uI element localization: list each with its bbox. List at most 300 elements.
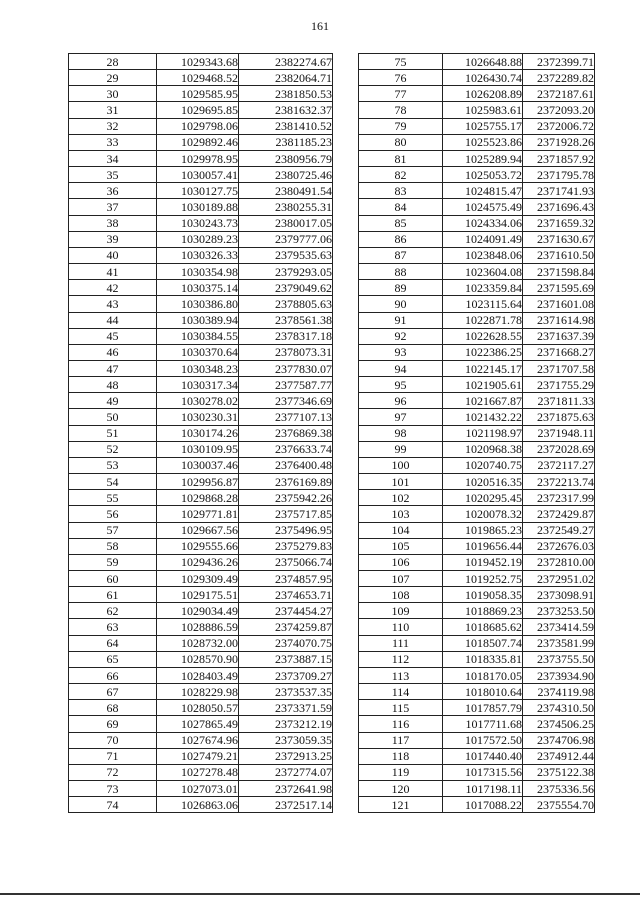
y-coordinate-cell: 2374454.27 — [239, 603, 333, 619]
point-number-cell: 68 — [69, 700, 157, 716]
table-row — [69, 587, 333, 603]
table-row — [359, 231, 595, 247]
x-coordinate-cell: 1023848.06 — [443, 247, 523, 263]
y-coordinate-cell: 2381185.23 — [239, 134, 333, 150]
table-row — [359, 684, 595, 700]
point-number-cell: 115 — [359, 700, 443, 716]
table-row — [359, 360, 595, 376]
x-coordinate-cell: 1018685.62 — [443, 619, 523, 635]
point-number-cell: 78 — [359, 102, 443, 118]
y-coordinate-cell: 2372093.20 — [523, 102, 595, 118]
x-coordinate-cell: 1020516.35 — [443, 474, 523, 490]
table-row — [69, 183, 333, 199]
x-coordinate-cell: 1023359.84 — [443, 280, 523, 296]
y-coordinate-cell: 2380491.54 — [239, 183, 333, 199]
table-row — [359, 118, 595, 134]
x-coordinate-cell: 1029798.06 — [157, 118, 239, 134]
y-coordinate-cell: 2372774.07 — [239, 764, 333, 780]
point-number-cell: 56 — [69, 506, 157, 522]
table-row — [69, 409, 333, 425]
x-coordinate-cell: 1027479.21 — [157, 748, 239, 764]
x-coordinate-cell: 1021198.97 — [443, 425, 523, 441]
point-number-cell: 33 — [69, 134, 157, 150]
y-coordinate-cell: 2373253.50 — [523, 603, 595, 619]
table-row — [69, 667, 333, 683]
table-row — [359, 571, 595, 587]
table-row — [359, 554, 595, 570]
y-coordinate-cell: 2371811.33 — [523, 393, 595, 409]
x-coordinate-cell: 1025983.61 — [443, 102, 523, 118]
y-coordinate-cell: 2374653.71 — [239, 587, 333, 603]
point-number-cell: 75 — [359, 54, 443, 70]
table-row — [359, 490, 595, 506]
point-number-cell: 117 — [359, 732, 443, 748]
x-coordinate-cell: 1030386.80 — [157, 296, 239, 312]
point-number-cell: 47 — [69, 360, 157, 376]
point-number-cell: 116 — [359, 716, 443, 732]
table-row — [69, 538, 333, 554]
table-row — [69, 684, 333, 700]
y-coordinate-cell: 2374070.75 — [239, 635, 333, 651]
x-coordinate-cell: 1029695.85 — [157, 102, 239, 118]
x-coordinate-cell: 1029868.28 — [157, 490, 239, 506]
x-coordinate-cell: 1026863.06 — [157, 797, 239, 813]
y-coordinate-cell: 2372117.27 — [523, 457, 595, 473]
point-number-cell: 82 — [359, 167, 443, 183]
y-coordinate-cell: 2372187.61 — [523, 86, 595, 102]
x-coordinate-cell: 1028050.57 — [157, 700, 239, 716]
x-coordinate-cell: 1017198.11 — [443, 781, 523, 797]
y-coordinate-cell: 2381410.52 — [239, 118, 333, 134]
table-row — [69, 764, 333, 780]
x-coordinate-cell: 1022628.55 — [443, 328, 523, 344]
y-coordinate-cell: 2371741.93 — [523, 183, 595, 199]
table-row — [69, 344, 333, 360]
table-row — [69, 167, 333, 183]
table-row — [69, 54, 333, 70]
table-row — [69, 651, 333, 667]
point-number-cell: 29 — [69, 70, 157, 86]
table-row — [359, 619, 595, 635]
x-coordinate-cell: 1018170.05 — [443, 667, 523, 683]
x-coordinate-cell: 1020295.45 — [443, 490, 523, 506]
y-coordinate-cell: 2373887.15 — [239, 651, 333, 667]
point-number-cell: 73 — [69, 781, 157, 797]
table-row — [69, 619, 333, 635]
x-coordinate-cell: 1020968.38 — [443, 441, 523, 457]
x-coordinate-cell: 1025523.86 — [443, 134, 523, 150]
table-row — [359, 328, 595, 344]
point-number-cell: 107 — [359, 571, 443, 587]
x-coordinate-cell: 1029034.49 — [157, 603, 239, 619]
y-coordinate-cell: 2371857.92 — [523, 150, 595, 166]
y-coordinate-cell: 2374912.44 — [523, 748, 595, 764]
point-number-cell: 80 — [359, 134, 443, 150]
point-number-cell: 59 — [69, 554, 157, 570]
y-coordinate-cell: 2374506.25 — [523, 716, 595, 732]
y-coordinate-cell: 2376633.74 — [239, 441, 333, 457]
point-number-cell: 65 — [69, 651, 157, 667]
y-coordinate-cell: 2374310.50 — [523, 700, 595, 716]
x-coordinate-cell: 1027674.96 — [157, 732, 239, 748]
y-coordinate-cell: 2371928.26 — [523, 134, 595, 150]
point-number-cell: 99 — [359, 441, 443, 457]
y-coordinate-cell: 2371948.11 — [523, 425, 595, 441]
table-row — [359, 247, 595, 263]
x-coordinate-cell: 1021905.61 — [443, 377, 523, 393]
x-coordinate-cell: 1027073.01 — [157, 781, 239, 797]
x-coordinate-cell: 1028732.00 — [157, 635, 239, 651]
table-row — [69, 732, 333, 748]
point-number-cell: 62 — [69, 603, 157, 619]
point-number-cell: 54 — [69, 474, 157, 490]
y-coordinate-cell: 2376869.38 — [239, 425, 333, 441]
point-number-cell: 94 — [359, 360, 443, 376]
point-number-cell: 98 — [359, 425, 443, 441]
point-number-cell: 100 — [359, 457, 443, 473]
x-coordinate-cell: 1017572.50 — [443, 732, 523, 748]
x-coordinate-cell: 1030278.02 — [157, 393, 239, 409]
y-coordinate-cell: 2373934.90 — [523, 667, 595, 683]
x-coordinate-cell: 1024815.47 — [443, 183, 523, 199]
point-number-cell: 60 — [69, 571, 157, 587]
table-row — [359, 667, 595, 683]
x-coordinate-cell: 1030243.73 — [157, 215, 239, 231]
table-row — [359, 296, 595, 312]
point-number-cell: 77 — [359, 86, 443, 102]
x-coordinate-cell: 1021432.22 — [443, 409, 523, 425]
point-number-cell: 81 — [359, 150, 443, 166]
y-coordinate-cell: 2373537.35 — [239, 684, 333, 700]
point-number-cell: 37 — [69, 199, 157, 215]
y-coordinate-cell: 2371610.50 — [523, 247, 595, 263]
y-coordinate-cell: 2375336.56 — [523, 781, 595, 797]
point-number-cell: 39 — [69, 231, 157, 247]
table-row — [359, 134, 595, 150]
x-coordinate-cell: 1029555.66 — [157, 538, 239, 554]
y-coordinate-cell: 2374857.95 — [239, 571, 333, 587]
point-number-cell: 89 — [359, 280, 443, 296]
point-number-cell: 91 — [359, 312, 443, 328]
point-number-cell: 111 — [359, 635, 443, 651]
x-coordinate-cell: 1030037.46 — [157, 457, 239, 473]
bottom-rule — [0, 893, 640, 895]
y-coordinate-cell: 2375122.38 — [523, 764, 595, 780]
y-coordinate-cell: 2379293.05 — [239, 264, 333, 280]
y-coordinate-cell: 2381632.37 — [239, 102, 333, 118]
y-coordinate-cell: 2372429.87 — [523, 506, 595, 522]
point-number-cell: 105 — [359, 538, 443, 554]
y-coordinate-cell: 2371598.84 — [523, 264, 595, 280]
table-row — [69, 571, 333, 587]
x-coordinate-cell: 1024091.49 — [443, 231, 523, 247]
table-row — [359, 635, 595, 651]
y-coordinate-cell: 2371707.58 — [523, 360, 595, 376]
y-coordinate-cell: 2375496.95 — [239, 522, 333, 538]
y-coordinate-cell: 2380255.31 — [239, 199, 333, 215]
point-number-cell: 79 — [359, 118, 443, 134]
y-coordinate-cell: 2373414.59 — [523, 619, 595, 635]
table-row — [69, 199, 333, 215]
point-number-cell: 85 — [359, 215, 443, 231]
table-row — [359, 522, 595, 538]
point-number-cell: 71 — [69, 748, 157, 764]
y-coordinate-cell: 2380956.79 — [239, 150, 333, 166]
x-coordinate-cell: 1030189.88 — [157, 199, 239, 215]
x-coordinate-cell: 1019252.75 — [443, 571, 523, 587]
x-coordinate-cell: 1030384.55 — [157, 328, 239, 344]
y-coordinate-cell: 2382274.67 — [239, 54, 333, 70]
x-coordinate-cell: 1030326.33 — [157, 247, 239, 263]
x-coordinate-cell: 1029771.81 — [157, 506, 239, 522]
x-coordinate-cell: 1030348.23 — [157, 360, 239, 376]
point-number-cell: 86 — [359, 231, 443, 247]
point-number-cell: 38 — [69, 215, 157, 231]
x-coordinate-cell: 1023604.08 — [443, 264, 523, 280]
y-coordinate-cell: 2375554.70 — [523, 797, 595, 813]
table-row — [359, 183, 595, 199]
y-coordinate-cell: 2371601.08 — [523, 296, 595, 312]
table-row — [69, 490, 333, 506]
point-number-cell: 53 — [69, 457, 157, 473]
point-number-cell: 74 — [69, 797, 157, 813]
y-coordinate-cell: 2378317.18 — [239, 328, 333, 344]
y-coordinate-cell: 2372028.69 — [523, 441, 595, 457]
x-coordinate-cell: 1025755.17 — [443, 118, 523, 134]
y-coordinate-cell: 2371595.69 — [523, 280, 595, 296]
point-number-cell: 87 — [359, 247, 443, 263]
point-number-cell: 102 — [359, 490, 443, 506]
table-row — [359, 781, 595, 797]
y-coordinate-cell: 2372006.72 — [523, 118, 595, 134]
y-coordinate-cell: 2371875.63 — [523, 409, 595, 425]
y-coordinate-cell: 2371659.32 — [523, 215, 595, 231]
y-coordinate-cell: 2372810.00 — [523, 554, 595, 570]
point-number-cell: 104 — [359, 522, 443, 538]
x-coordinate-cell: 1030057.41 — [157, 167, 239, 183]
point-number-cell: 30 — [69, 86, 157, 102]
point-number-cell: 110 — [359, 619, 443, 635]
point-number-cell: 106 — [359, 554, 443, 570]
table-row — [69, 296, 333, 312]
table-row — [359, 344, 595, 360]
table-row — [359, 457, 595, 473]
table-row — [359, 393, 595, 409]
x-coordinate-cell: 1022386.25 — [443, 344, 523, 360]
x-coordinate-cell: 1029468.52 — [157, 70, 239, 86]
y-coordinate-cell: 2378805.63 — [239, 296, 333, 312]
table-row — [69, 554, 333, 570]
table-row — [69, 377, 333, 393]
point-number-cell: 93 — [359, 344, 443, 360]
table-row — [359, 764, 595, 780]
point-number-cell: 112 — [359, 651, 443, 667]
y-coordinate-cell: 2374706.98 — [523, 732, 595, 748]
point-number-cell: 66 — [69, 667, 157, 683]
x-coordinate-cell: 1018869.23 — [443, 603, 523, 619]
y-coordinate-cell: 2372549.27 — [523, 522, 595, 538]
y-coordinate-cell: 2371755.29 — [523, 377, 595, 393]
table-row — [359, 102, 595, 118]
table-row — [359, 603, 595, 619]
y-coordinate-cell: 2379049.62 — [239, 280, 333, 296]
y-coordinate-cell: 2378561.38 — [239, 312, 333, 328]
y-coordinate-cell: 2375942.26 — [239, 490, 333, 506]
y-coordinate-cell: 2381850.53 — [239, 86, 333, 102]
point-number-cell: 69 — [69, 716, 157, 732]
point-number-cell: 95 — [359, 377, 443, 393]
y-coordinate-cell: 2371637.39 — [523, 328, 595, 344]
y-coordinate-cell: 2380017.05 — [239, 215, 333, 231]
point-number-cell: 40 — [69, 247, 157, 263]
table-row — [69, 474, 333, 490]
table-row — [359, 425, 595, 441]
point-number-cell: 121 — [359, 797, 443, 813]
y-coordinate-cell: 2372517.14 — [239, 797, 333, 813]
point-number-cell: 61 — [69, 587, 157, 603]
table-row — [69, 457, 333, 473]
table-row — [69, 781, 333, 797]
table-row — [69, 247, 333, 263]
y-coordinate-cell: 2377346.69 — [239, 393, 333, 409]
x-coordinate-cell: 1029585.95 — [157, 86, 239, 102]
x-coordinate-cell: 1030370.64 — [157, 344, 239, 360]
x-coordinate-cell: 1027278.48 — [157, 764, 239, 780]
y-coordinate-cell: 2376400.48 — [239, 457, 333, 473]
y-coordinate-cell: 2377587.77 — [239, 377, 333, 393]
x-coordinate-cell: 1026430.74 — [443, 70, 523, 86]
table-row — [359, 150, 595, 166]
x-coordinate-cell: 1029309.49 — [157, 571, 239, 587]
table-row — [69, 264, 333, 280]
point-number-cell: 120 — [359, 781, 443, 797]
x-coordinate-cell: 1022145.17 — [443, 360, 523, 376]
point-number-cell: 114 — [359, 684, 443, 700]
point-number-cell: 109 — [359, 603, 443, 619]
x-coordinate-cell: 1017088.22 — [443, 797, 523, 813]
table-row — [69, 312, 333, 328]
point-number-cell: 49 — [69, 393, 157, 409]
coordinates-table-right — [358, 53, 595, 813]
point-number-cell: 97 — [359, 409, 443, 425]
x-coordinate-cell: 1027865.49 — [157, 716, 239, 732]
table-row — [69, 748, 333, 764]
y-coordinate-cell: 2372951.02 — [523, 571, 595, 587]
table-row — [69, 102, 333, 118]
y-coordinate-cell: 2382064.71 — [239, 70, 333, 86]
point-number-cell: 43 — [69, 296, 157, 312]
table-row — [359, 748, 595, 764]
y-coordinate-cell: 2375717.85 — [239, 506, 333, 522]
point-number-cell: 35 — [69, 167, 157, 183]
point-number-cell: 45 — [69, 328, 157, 344]
y-coordinate-cell: 2373098.91 — [523, 587, 595, 603]
table-row — [69, 328, 333, 344]
point-number-cell: 28 — [69, 54, 157, 70]
table-row — [359, 312, 595, 328]
point-number-cell: 55 — [69, 490, 157, 506]
table-row — [359, 280, 595, 296]
table-body — [69, 54, 333, 813]
y-coordinate-cell: 2375279.83 — [239, 538, 333, 554]
point-number-cell: 44 — [69, 312, 157, 328]
x-coordinate-cell: 1030375.14 — [157, 280, 239, 296]
table-row — [69, 441, 333, 457]
x-coordinate-cell: 1026208.89 — [443, 86, 523, 102]
y-coordinate-cell: 2372399.71 — [523, 54, 595, 70]
x-coordinate-cell: 1017440.40 — [443, 748, 523, 764]
x-coordinate-cell: 1018335.81 — [443, 651, 523, 667]
y-coordinate-cell: 2373709.27 — [239, 667, 333, 683]
x-coordinate-cell: 1029175.51 — [157, 587, 239, 603]
point-number-cell: 76 — [359, 70, 443, 86]
y-coordinate-cell: 2377107.13 — [239, 409, 333, 425]
x-coordinate-cell: 1020078.32 — [443, 506, 523, 522]
point-number-cell: 58 — [69, 538, 157, 554]
y-coordinate-cell: 2373059.35 — [239, 732, 333, 748]
x-coordinate-cell: 1022871.78 — [443, 312, 523, 328]
table-row — [69, 425, 333, 441]
x-coordinate-cell: 1030389.94 — [157, 312, 239, 328]
y-coordinate-cell: 2372213.74 — [523, 474, 595, 490]
table-row — [69, 215, 333, 231]
x-coordinate-cell: 1028229.98 — [157, 684, 239, 700]
point-number-cell: 67 — [69, 684, 157, 700]
x-coordinate-cell: 1030174.26 — [157, 425, 239, 441]
table-row — [69, 506, 333, 522]
x-coordinate-cell: 1029436.26 — [157, 554, 239, 570]
x-coordinate-cell: 1019058.35 — [443, 587, 523, 603]
point-number-cell: 63 — [69, 619, 157, 635]
table-row — [359, 474, 595, 490]
y-coordinate-cell: 2372289.82 — [523, 70, 595, 86]
table-row — [69, 118, 333, 134]
x-coordinate-cell: 1018010.64 — [443, 684, 523, 700]
x-coordinate-cell: 1023115.64 — [443, 296, 523, 312]
table-row — [69, 231, 333, 247]
point-number-cell: 42 — [69, 280, 157, 296]
table-row — [359, 651, 595, 667]
y-coordinate-cell: 2379777.06 — [239, 231, 333, 247]
y-coordinate-cell: 2379535.63 — [239, 247, 333, 263]
x-coordinate-cell: 1029978.95 — [157, 150, 239, 166]
point-number-cell: 96 — [359, 393, 443, 409]
y-coordinate-cell: 2372641.98 — [239, 781, 333, 797]
x-coordinate-cell: 1028886.59 — [157, 619, 239, 635]
table-row — [69, 797, 333, 813]
table-row — [359, 199, 595, 215]
x-coordinate-cell: 1029892.46 — [157, 134, 239, 150]
table-row — [69, 603, 333, 619]
table-row — [69, 522, 333, 538]
y-coordinate-cell: 2373581.99 — [523, 635, 595, 651]
point-number-cell: 72 — [69, 764, 157, 780]
x-coordinate-cell: 1018507.74 — [443, 635, 523, 651]
y-coordinate-cell: 2376169.89 — [239, 474, 333, 490]
y-coordinate-cell: 2372676.03 — [523, 538, 595, 554]
point-number-cell: 90 — [359, 296, 443, 312]
point-number-cell: 88 — [359, 264, 443, 280]
table-row — [359, 409, 595, 425]
point-number-cell: 108 — [359, 587, 443, 603]
point-number-cell: 103 — [359, 506, 443, 522]
y-coordinate-cell: 2371614.98 — [523, 312, 595, 328]
table-row — [69, 360, 333, 376]
point-number-cell: 92 — [359, 328, 443, 344]
y-coordinate-cell: 2373212.19 — [239, 716, 333, 732]
x-coordinate-cell: 1030289.23 — [157, 231, 239, 247]
point-number-cell: 83 — [359, 183, 443, 199]
